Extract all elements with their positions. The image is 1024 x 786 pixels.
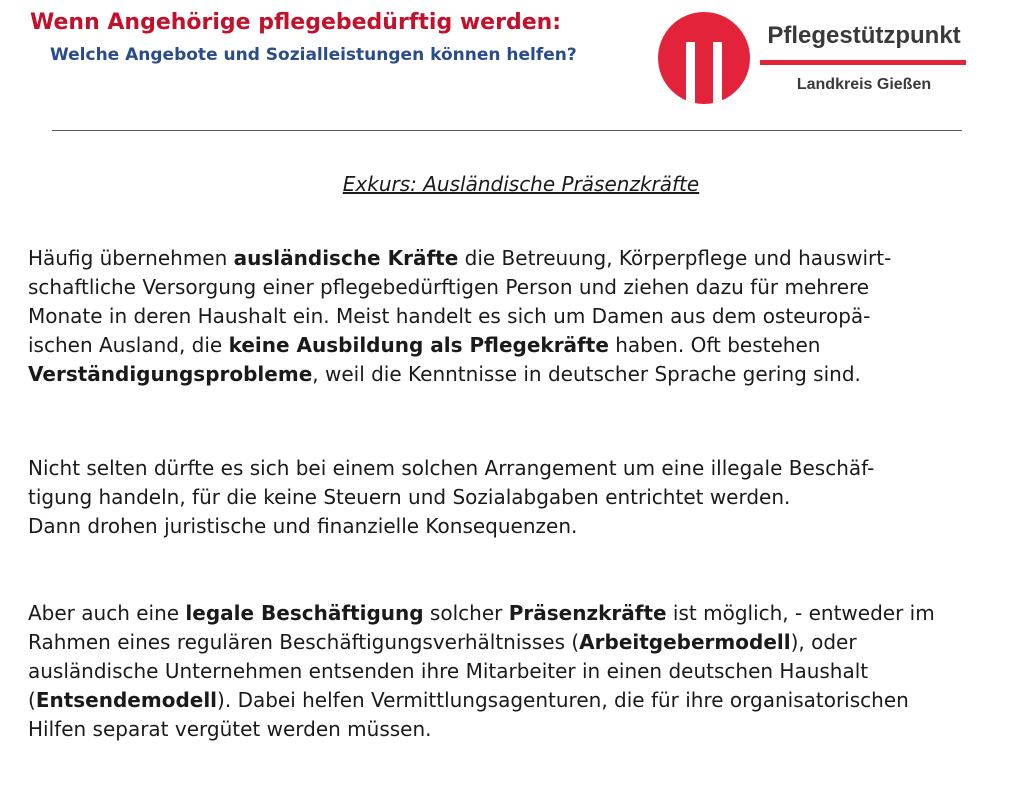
paragraph-line	[28, 454, 1008, 483]
line-text: ischen Ausland, die	[28, 333, 229, 357]
line-text: schaftliche Versorgung einer pflegebedürftigen Person und ziehen dazu für mehrere	[28, 275, 870, 299]
line-text: die Betreuung, Körperpflege und hauswirt-	[458, 246, 892, 270]
line-text: , weil die Kenntnisse in deutscher Sprache gering sind.	[312, 362, 861, 386]
paragraph-line	[28, 483, 1008, 512]
paragraph-line	[28, 599, 1008, 628]
line-text: solcher	[423, 601, 509, 625]
paragraph-line	[28, 686, 1008, 715]
paragraph-3	[28, 599, 1008, 744]
line-text: Rahmen eines regulären Beschäftigungsverhältnisses (	[28, 630, 580, 654]
line-text: ), oder	[790, 630, 857, 654]
logo-name: Pflegestützpunkt	[767, 22, 961, 49]
header-title: Wenn Angehörige pflegebedürftig werden:	[30, 10, 562, 35]
line-bold: legale Beschäftigung	[185, 601, 424, 625]
paragraph-line	[28, 302, 1008, 331]
header-subtitle: Welche Angebote und Sozialleistungen können helfen?	[50, 45, 577, 65]
header-divider	[52, 130, 962, 131]
paragraph-line	[28, 244, 1008, 273]
line-text: ist möglich, - entweder im	[666, 601, 935, 625]
paragraph-line	[28, 273, 1008, 302]
line-text: Nicht selten dürfte es sich bei einem solchen Arrangement um eine illegale Beschäf-	[28, 456, 875, 480]
logo-subtitle: Landkreis Gießen	[796, 76, 932, 93]
line-text: tigung handeln, für die keine Steuern und Sozialabgaben entrichtet werden.	[28, 485, 791, 509]
paragraph-line	[28, 715, 1008, 744]
paragraph-line	[28, 360, 1008, 389]
line-bold: keine Ausbildung als Pflegekräfte	[228, 333, 609, 357]
pflegestuetzpunkt-logo-icon	[658, 12, 750, 104]
line-text: haben. Oft bestehen	[608, 333, 821, 357]
line-text: Hilfen separat vergütet werden müssen.	[28, 717, 432, 741]
line-bold: Präsenzkräfte	[508, 601, 667, 625]
line-bold: Verständigungsprobleme	[28, 362, 313, 386]
paragraph-line	[28, 657, 1008, 686]
paragraph-2	[28, 454, 1008, 541]
logo-bar	[760, 60, 966, 65]
line-bold: Entsendemodell	[35, 688, 218, 712]
line-text: Monate in deren Haushalt ein. Meist handelt es sich um Damen aus dem osteuropä-	[28, 304, 871, 328]
line-text: (	[28, 688, 36, 712]
paragraph-1	[28, 244, 1008, 389]
paragraph-line	[28, 331, 1008, 360]
line-bold: Arbeitgebermodell	[579, 630, 791, 654]
line-text: ausländische Unternehmen entsenden ihre Mitarbeiter in einen deutschen Haushalt	[28, 659, 869, 683]
line-bold: ausländische Kräfte	[233, 246, 459, 270]
paragraph-line	[28, 628, 1008, 657]
section-title: Exkurs: Ausländische Präsenzkräfte	[342, 172, 700, 196]
line-text: Häufig übernehmen	[28, 246, 234, 270]
line-text: ). Dabei helfen Vermittlungsagenturen, die für ihre organisatorischen	[217, 688, 909, 712]
line-text: Aber auch eine	[28, 601, 186, 625]
line-text: Dann drohen juristische und finanzielle Konsequenzen.	[28, 514, 578, 538]
paragraph-line	[28, 512, 1008, 541]
